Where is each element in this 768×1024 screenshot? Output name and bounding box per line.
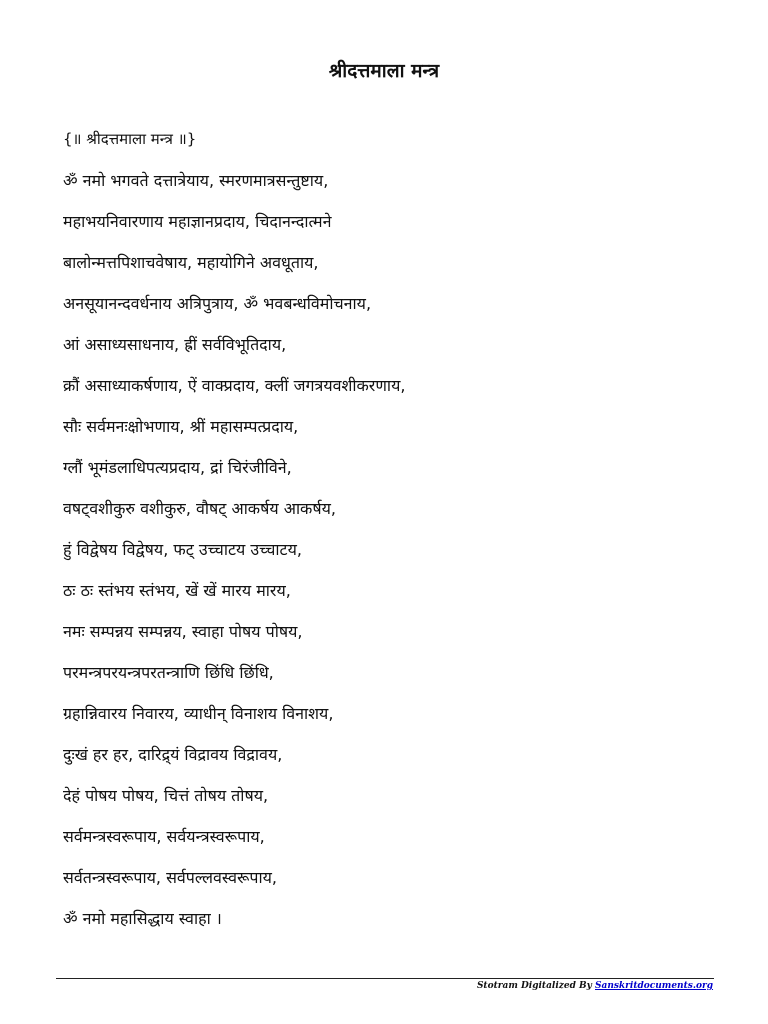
verse-line: नमः सम्पन्नय सम्पन्नय, स्वाहा पोषय पोषय, bbox=[63, 622, 303, 641]
page-title: श्रीदत्तमाला मन्त्र bbox=[328, 60, 440, 82]
verse-line: ग्रहान्निवारय निवारय, व्याधीन् विनाशय विनाशय, bbox=[63, 704, 334, 723]
verse-line: ग्लौं भूमंडलाधिपत्यप्रदाय, द्रां चिरंजीविने, bbox=[63, 458, 292, 477]
footer-divider bbox=[56, 978, 714, 979]
verse-block bbox=[63, 124, 723, 945]
verse-line: आं असाध्यसाधनाय, ह्रीं सर्वविभूतिदाय, bbox=[63, 335, 287, 354]
verse-line: सर्वतन्त्रस्वरूपाय, सर्वपल्लवस्वरूपाय, bbox=[63, 868, 278, 887]
verse-line: बालोन्मत्तपिशाचवेषाय, महायोगिने अवधूताय, bbox=[63, 253, 319, 272]
verse-line: देहं पोषय पोषय, चित्तं तोषय तोषय, bbox=[63, 786, 269, 805]
verse-line: परमन्त्रपरयन्त्रपरतन्त्राणि छिंधि छिंधि, bbox=[63, 663, 274, 682]
verse-line: महाभयनिवारणाय महाज्ञानप्रदाय, चिदानन्दात्मने bbox=[63, 212, 332, 231]
verse-line: दुःखं हर हर, दारिद्र्यं विद्रावय विद्रावय, bbox=[63, 745, 283, 764]
footer-credit-prefix: Stotram Digitalized By bbox=[476, 981, 595, 991]
footer-credit bbox=[477, 980, 713, 992]
verse-line: ॐ नमो महासिद्धाय स्वाहा । bbox=[63, 909, 222, 928]
verse-heading: {॥ श्रीदत्तमाला मन्त्र ॥} bbox=[63, 130, 197, 148]
verse-line: ठः ठः स्तंभय स्तंभय, खें खें मारय मारय, bbox=[63, 581, 291, 600]
verse-line: सर्वमन्त्रस्वरूपाय, सर्वयन्त्रस्वरूपाय, bbox=[63, 827, 265, 846]
sanskritdocuments-link[interactable]: Sanskritdocuments.org bbox=[594, 981, 713, 991]
verse-line: अनसूयानन्दवर्धनाय अत्रिपुत्राय, ॐ भवबन्धविमोचनाय, bbox=[63, 294, 372, 313]
verse-line: वषट्वशीकुरु वशीकुरु, वौषट् आकर्षय आकर्षय, bbox=[63, 499, 336, 518]
verse-line: हुं विद्वेषय विद्वेषय, फट् उच्चाटय उच्चाटय, bbox=[63, 540, 302, 559]
verse-line: सौः सर्वमनःक्षोभणाय, श्रीं महासम्पत्प्रदाय, bbox=[63, 417, 299, 436]
verse-line: ॐ नमो भगवते दत्तात्रेयाय, स्मरणमात्रसन्तुष्टाय, bbox=[63, 171, 329, 190]
verse-line: क्रौं असाध्याकर्षणाय, ऐं वाक्प्रदाय, क्लीं जगत्रयवशीकरणाय, bbox=[63, 376, 406, 395]
